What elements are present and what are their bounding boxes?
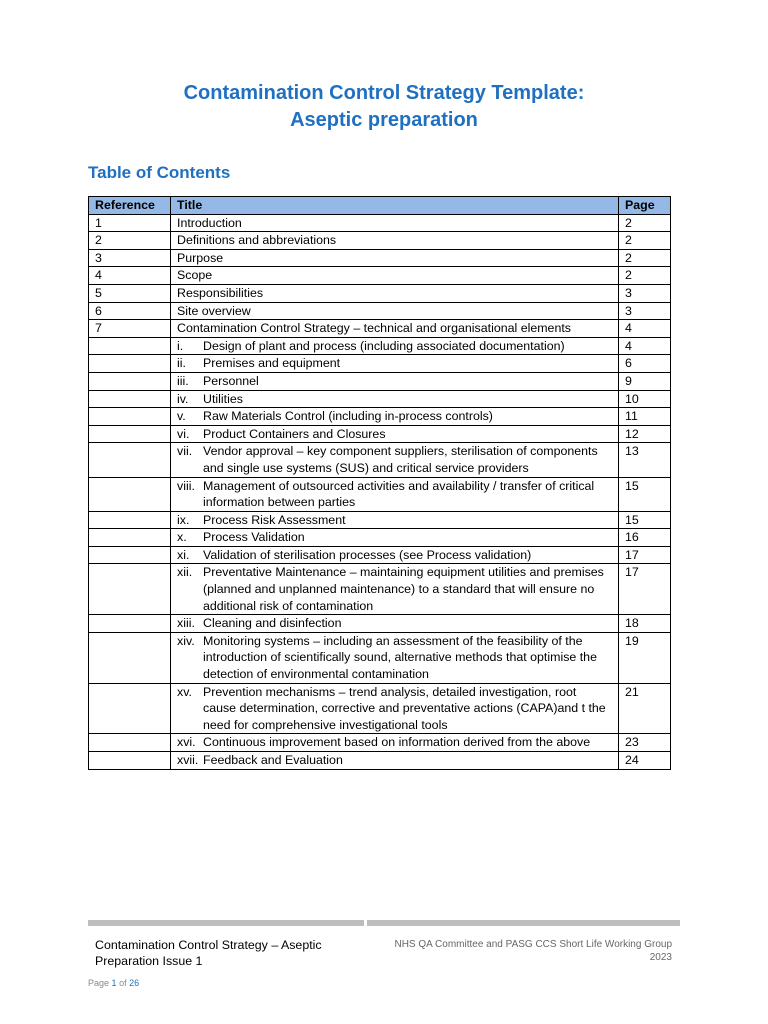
row-title: Preventative Maintenance – maintaining equipment utilities and premises (planned and unplanned maintenance) to a standard that will ensure no additional risk of contamination: [203, 565, 604, 613]
row-title: Responsibilities: [177, 285, 264, 300]
row-title-cell[interactable]: [171, 615, 619, 633]
subsection-number: iii.: [177, 373, 189, 388]
row-title: Purpose: [177, 250, 224, 265]
table-row: [89, 443, 671, 477]
row-reference: [89, 390, 171, 408]
row-title-cell[interactable]: [171, 390, 619, 408]
table-row: [89, 425, 671, 443]
row-title-cell[interactable]: [171, 529, 619, 547]
row-title: Raw Materials Control (including in-process controls): [203, 409, 493, 424]
row-title: Continuous improvement based on information derived from the above: [203, 735, 591, 750]
table-row: [89, 372, 671, 390]
subsection-entry: [177, 355, 612, 372]
row-title: Monitoring systems – including an assessment of the feasibility of the introduction of scientifically sound, alternative methods that optimise the detection of environmental contamination: [203, 633, 597, 682]
subsection-number: xi.: [177, 547, 190, 562]
row-page: 23: [619, 734, 671, 752]
table-row: [89, 337, 671, 355]
row-title-cell[interactable]: [171, 752, 619, 770]
footer-rule-left: [88, 920, 364, 926]
table-row: [89, 408, 671, 426]
row-title: Prevention mechanisms – trend analysis, detailed investigation, root cause determination, corrective and preventative actions (CAPA)and t the need for comprehensive investigational tools: [203, 684, 606, 732]
row-page: 15: [619, 477, 671, 511]
row-title: Personnel: [203, 373, 259, 388]
row-reference: [89, 683, 171, 734]
subsection-number: vii.: [177, 444, 193, 459]
subsection-entry: [177, 443, 612, 476]
document-title-line-1: Contamination Control Strategy Template:: [183, 82, 585, 104]
row-title: Introduction: [177, 215, 242, 230]
toc-body: [89, 214, 671, 769]
row-title: Premises and equipment: [203, 356, 341, 371]
table-row: [89, 511, 671, 529]
subsection-entry: [177, 408, 612, 425]
row-reference: 2: [89, 232, 171, 250]
row-reference: 1: [89, 214, 171, 232]
row-reference: 4: [89, 267, 171, 285]
row-reference: [89, 372, 171, 390]
row-title: Product Containers and Closures: [203, 426, 386, 441]
row-reference: [89, 632, 171, 683]
subsection-entry: [177, 373, 612, 390]
subsection-entry: [177, 684, 612, 734]
row-page: 4: [619, 337, 671, 355]
subsection-number: xiii.: [177, 616, 195, 631]
row-reference: [89, 564, 171, 615]
row-title-cell[interactable]: [171, 355, 619, 373]
row-title-cell[interactable]: [171, 214, 619, 232]
table-row: [89, 529, 671, 547]
table-row: [89, 734, 671, 752]
footer-rule-right: [367, 920, 680, 926]
subsection-number: ix.: [177, 512, 190, 527]
row-title-cell[interactable]: [171, 284, 619, 302]
page-total: 26: [129, 978, 140, 988]
row-reference: [89, 355, 171, 373]
row-page: 6: [619, 355, 671, 373]
row-page: 12: [619, 425, 671, 443]
toc-heading: Table of Contents: [88, 163, 231, 182]
row-reference: [89, 511, 171, 529]
document-title-line-2: Aseptic preparation: [290, 109, 478, 131]
row-title-cell[interactable]: [171, 632, 619, 683]
row-title-cell[interactable]: [171, 564, 619, 615]
row-reference: [89, 443, 171, 477]
toc-header-row: [89, 197, 671, 215]
table-row: [89, 232, 671, 250]
row-title-cell[interactable]: [171, 511, 619, 529]
subsection-number: xiv.: [177, 633, 195, 648]
subsection-number: xvii.: [177, 753, 199, 767]
subsection-entry: [177, 633, 612, 683]
footer-document-name: Contamination Control Strategy – Aseptic Preparation Issue 1: [95, 938, 322, 968]
subsection-number: xv.: [177, 684, 192, 699]
row-title-cell[interactable]: [171, 683, 619, 734]
row-reference: [89, 752, 171, 770]
row-page: 17: [619, 546, 671, 564]
footer-year: 2023: [649, 952, 672, 963]
subsection-entry: [177, 426, 612, 443]
row-title-cell[interactable]: [171, 320, 619, 338]
row-title: Definitions and abbreviations: [177, 233, 337, 248]
header-reference: Reference: [89, 197, 171, 215]
row-title: Process Validation: [203, 530, 305, 545]
row-reference: [89, 529, 171, 547]
row-page: 13: [619, 443, 671, 477]
table-row: [89, 546, 671, 564]
table-row: [89, 615, 671, 633]
table-row: [89, 390, 671, 408]
row-reference: [89, 425, 171, 443]
subsection-entry: [177, 752, 612, 769]
row-reference: [89, 408, 171, 426]
toc-table: [88, 196, 671, 770]
row-title-cell[interactable]: [171, 443, 619, 477]
row-page: 21: [619, 683, 671, 734]
row-reference: 3: [89, 249, 171, 267]
row-reference: 7: [89, 320, 171, 338]
row-page: 4: [619, 320, 671, 338]
subsection-entry: [177, 512, 612, 529]
row-page: 10: [619, 390, 671, 408]
document-title: [0, 80, 768, 134]
row-title: Site overview: [177, 303, 251, 318]
table-row: [89, 249, 671, 267]
row-page: 2: [619, 232, 671, 250]
subsection-entry: [177, 734, 612, 751]
row-page: 19: [619, 632, 671, 683]
row-title: Scope: [177, 268, 213, 283]
row-page: 9: [619, 372, 671, 390]
header-page: Page: [619, 197, 671, 215]
page-current: 1: [111, 978, 117, 988]
row-reference: [89, 546, 171, 564]
row-reference: [89, 734, 171, 752]
row-title: Validation of sterilisation processes (see Process validation): [203, 547, 532, 562]
table-row: [89, 267, 671, 285]
table-row: [89, 302, 671, 320]
subsection-entry: [177, 529, 612, 546]
row-page: 2: [619, 214, 671, 232]
subsection-number: vi.: [177, 426, 190, 441]
row-title: Process Risk Assessment: [203, 512, 346, 527]
footer-group: [372, 938, 672, 964]
subsection-entry: [177, 615, 612, 632]
subsection-entry: [177, 338, 612, 355]
subsection-number: x.: [177, 530, 187, 545]
row-page: 17: [619, 564, 671, 615]
row-title: Contamination Control Strategy – technical and organisational elements: [177, 321, 571, 336]
table-row: [89, 320, 671, 338]
row-page: 3: [619, 284, 671, 302]
row-page: 24: [619, 752, 671, 770]
table-row: [89, 683, 671, 734]
subsection-number: ii.: [177, 356, 186, 371]
row-page: 2: [619, 249, 671, 267]
row-page: 2: [619, 267, 671, 285]
subsection-entry: [177, 391, 612, 408]
row-title: Vendor approval – key component suppliers, sterilisation of components and single use systems (SUS) and critical service providers: [203, 444, 598, 475]
table-row: [89, 632, 671, 683]
row-title: Management of outsourced activities and availability / transfer of critical information between parties: [203, 478, 595, 510]
table-row: [89, 477, 671, 511]
row-page: 15: [619, 511, 671, 529]
row-title-cell[interactable]: [171, 734, 619, 752]
subsection-number: xvi.: [177, 735, 196, 750]
subsection-number: xii.: [177, 565, 193, 580]
subsection-entry: [177, 547, 612, 564]
row-title: Feedback and Evaluation: [203, 753, 343, 767]
subsection-entry: [177, 564, 612, 614]
subsection-number: v.: [177, 409, 186, 424]
row-page: 18: [619, 615, 671, 633]
subsection-number: viii.: [177, 478, 195, 493]
row-title-cell[interactable]: [171, 425, 619, 443]
table-row: [89, 284, 671, 302]
row-title-cell[interactable]: [171, 232, 619, 250]
row-title-cell[interactable]: [171, 302, 619, 320]
page-number: [88, 978, 139, 988]
row-title-cell[interactable]: [171, 337, 619, 355]
subsection-entry: [177, 478, 612, 511]
row-reference: 6: [89, 302, 171, 320]
page-label: Page: [88, 978, 110, 988]
row-page: 3: [619, 302, 671, 320]
row-reference: [89, 337, 171, 355]
row-title: Design of plant and process (including associated documentation): [203, 338, 565, 353]
table-row: [89, 355, 671, 373]
header-title: Title: [171, 197, 619, 215]
row-title: Utilities: [203, 391, 243, 406]
row-title-cell[interactable]: [171, 267, 619, 285]
row-title-cell[interactable]: [171, 546, 619, 564]
table-row: [89, 564, 671, 615]
subsection-number: iv.: [177, 391, 189, 406]
row-reference: 5: [89, 284, 171, 302]
table-row: [89, 752, 671, 770]
row-title: Cleaning and disinfection: [203, 616, 342, 631]
row-reference: [89, 615, 171, 633]
table-row: [89, 214, 671, 232]
row-title-cell[interactable]: [171, 372, 619, 390]
page-of: of: [119, 978, 127, 988]
footer-group-name: NHS QA Committee and PASG CCS Short Life Working Group: [394, 939, 672, 950]
row-page: 16: [619, 529, 671, 547]
row-title-cell[interactable]: [171, 477, 619, 511]
row-title-cell[interactable]: [171, 408, 619, 426]
row-title-cell[interactable]: [171, 249, 619, 267]
row-reference: [89, 477, 171, 511]
subsection-number: i.: [177, 338, 184, 353]
row-page: 11: [619, 408, 671, 426]
